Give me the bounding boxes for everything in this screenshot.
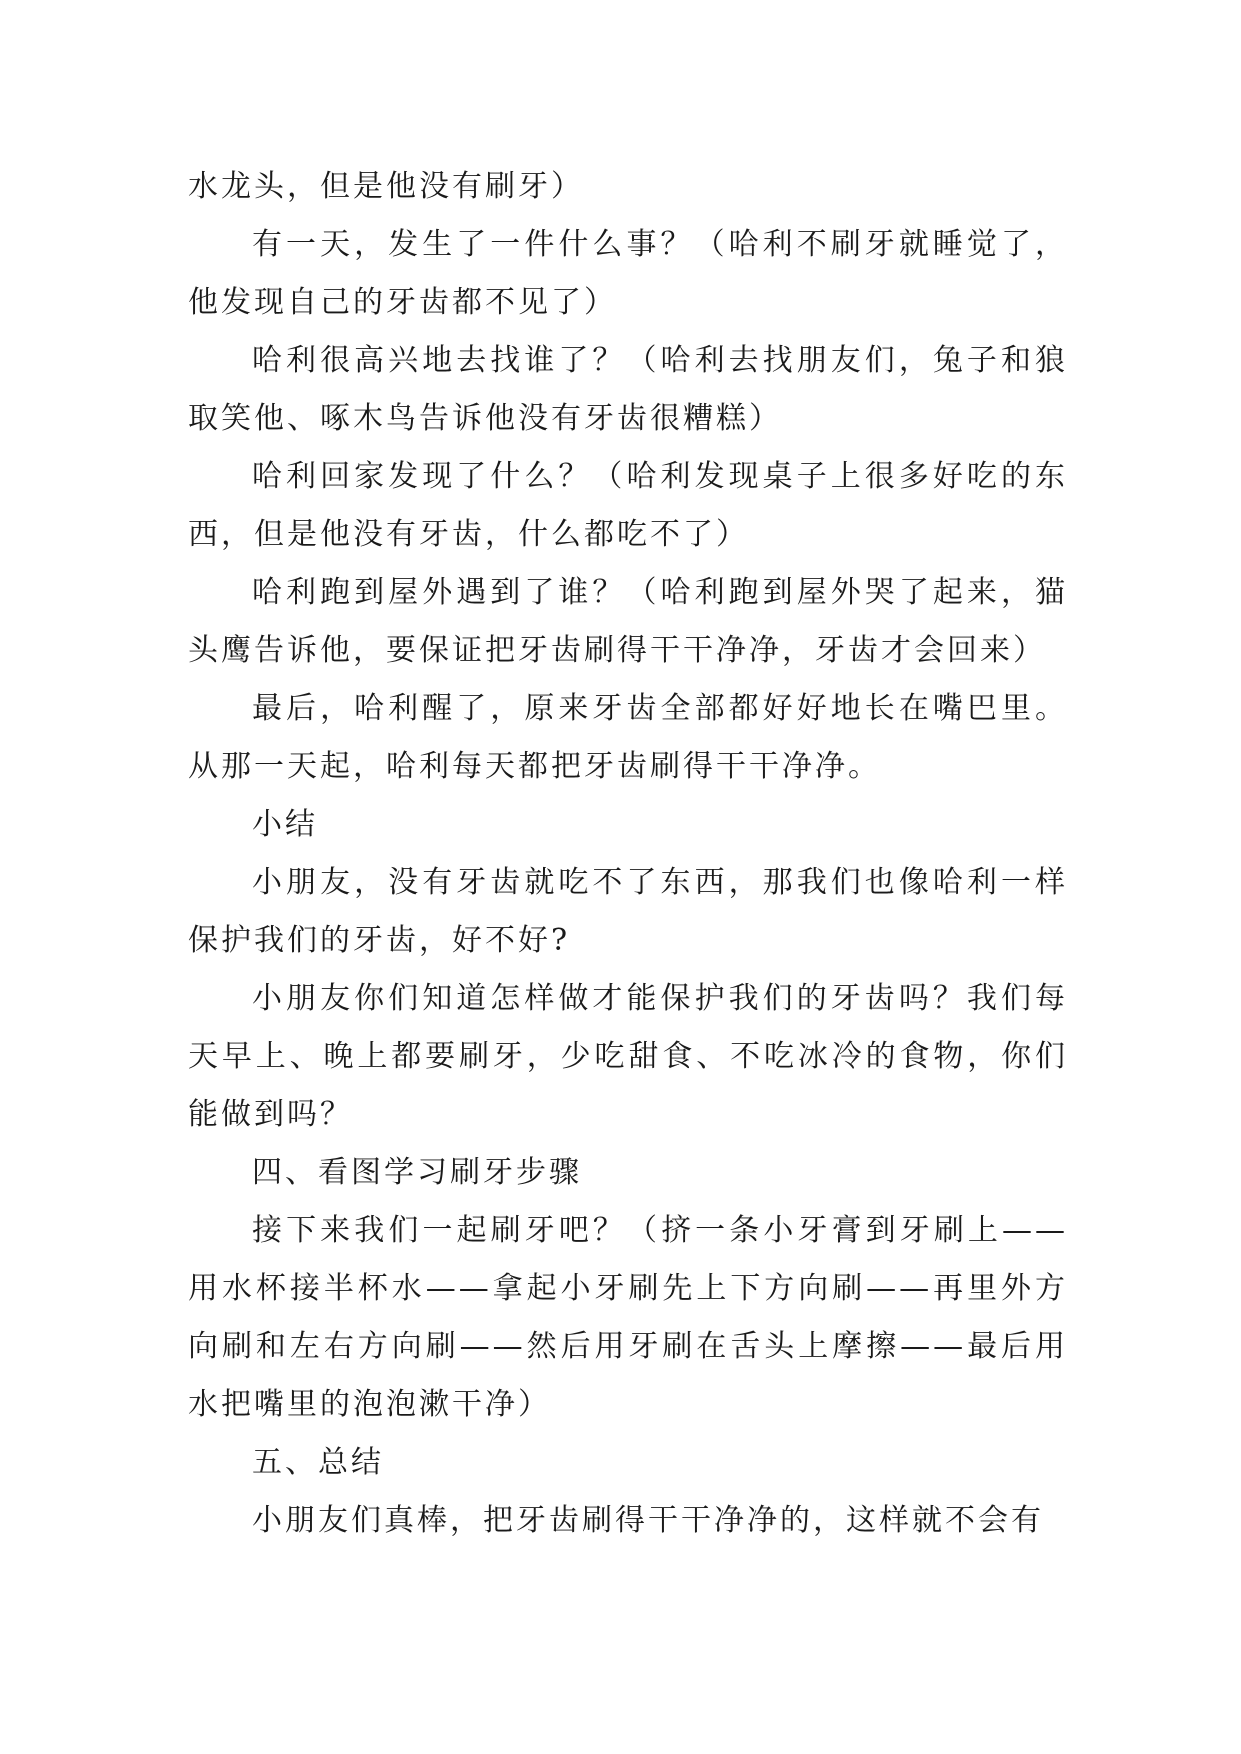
section-heading-summary: 小结 — [252, 807, 318, 842]
paragraph-ending: 最后，哈利醒了，原来牙齿全部都好好地长在嘴巴里。从那一天起，哈利每天都把牙齿刷得干干净净。 — [188, 691, 1068, 784]
paragraph-question-outside: 哈利跑到屋外遇到了谁？（哈利跑到屋外哭了起来，猫头鹰告诉他，要保证把牙齿刷得干干净净，牙齿才会回来） — [188, 575, 1068, 668]
section-heading-conclusion: 五、总结 — [252, 1445, 384, 1480]
paragraph-conclusion: 小朋友们真棒，把牙齿刷得干干净净的，这样就不会有 — [252, 1503, 1044, 1538]
paragraph-summary-protect-teeth: 小朋友，没有牙齿就吃不了东西，那我们也像哈利一样保护我们的牙齿，好不好? — [188, 865, 1068, 958]
paragraph-summary-how-to: 小朋友你们知道怎样做才能保护我们的牙齿吗？我们每天早上、晚上都要刷牙，少吃甜食、不吃冰冷的食物，你们能做到吗？ — [188, 981, 1068, 1132]
document-body — [188, 158, 1068, 1550]
paragraph-question-back-home: 哈利回家发现了什么？（哈利发现桌子上很多好吃的东西，但是他没有牙齿，什么都吃不了） — [188, 459, 1068, 552]
paragraph-continuation: 水龙头，但是他没有刷牙） — [188, 169, 584, 204]
section-heading-brushing-steps: 四、看图学习刷牙步骤 — [252, 1155, 582, 1190]
paragraph-brushing-steps: 接下来我们一起刷牙吧？（挤一条小牙膏到牙刷上——用水杯接半杯水——拿起小牙刷先上下方向刷——再里外方向刷和左右方向刷——然后用牙刷在舌头上摩擦——最后用水把嘴里的泡泡漱干净） — [188, 1213, 1068, 1422]
paragraph-question-who-visited: 哈利很高兴地去找谁了？（哈利去找朋友们，兔子和狼取笑他、啄木鸟告诉他没有牙齿很糟糕） — [188, 343, 1068, 436]
paragraph-question-what-happened: 有一天，发生了一件什么事？（哈利不刷牙就睡觉了，他发现自己的牙齿都不见了） — [188, 227, 1068, 320]
